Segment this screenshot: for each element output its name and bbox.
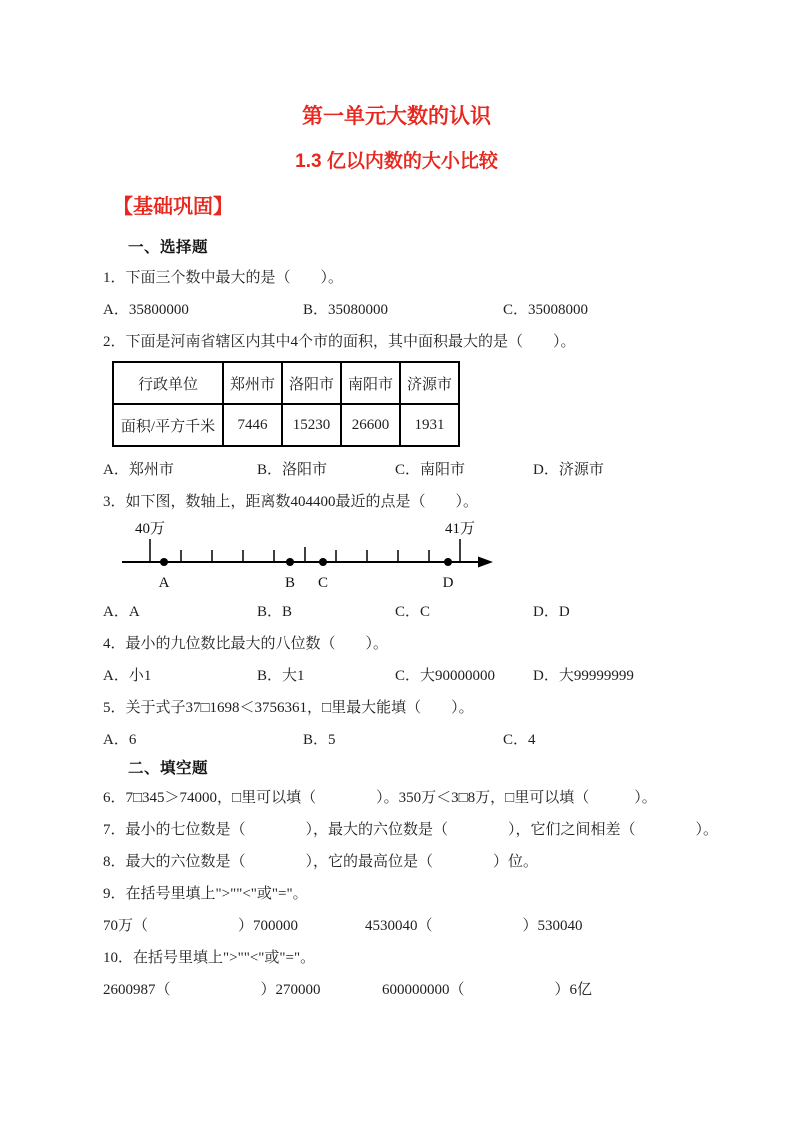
page-title: 第一单元大数的认识: [302, 105, 491, 128]
option-1-b: B．35080000: [303, 301, 389, 318]
option-3-b: B．B: [257, 603, 293, 620]
area-table-value-row: [113, 404, 459, 446]
option-4-b: B．大1: [257, 667, 305, 684]
table-header-cell: 行政单位: [113, 362, 223, 404]
table-header-cell: 郑州市: [223, 362, 282, 404]
question-3-text: 3．如下图，数轴上，距离数404400最近的点是（ ）。: [103, 493, 479, 510]
option-3-d: D．D: [533, 603, 570, 620]
question-8: [103, 844, 703, 876]
question-3-options: [103, 594, 703, 626]
label-410k: 41万: [444, 521, 476, 537]
question-8-text: 8．最大的六位数是（ ），它的最高位是（ ）位。: [103, 853, 539, 870]
question-1-options: [103, 292, 703, 324]
number-line-figure: [115, 516, 793, 594]
axis-arrow-icon: [478, 557, 493, 568]
question-4-options: [103, 658, 703, 690]
option-4-a: A．小1: [103, 667, 152, 684]
label-400k: 40万: [134, 521, 166, 537]
table-value-cell: 15230: [282, 404, 341, 446]
point-label-b: B: [284, 575, 296, 591]
compare-item: 2600987（ ）270000: [103, 981, 321, 998]
question-1-text: 1．下面三个数中最大的是（ ）。: [103, 269, 344, 286]
question-10-text: 10．在括号里填上">""<"或"="。: [103, 949, 316, 966]
question-6: [103, 780, 703, 812]
option-2-d: D．济源市: [533, 461, 604, 478]
option-2-a: A．郑州市: [103, 461, 174, 478]
point-dot-a: [160, 558, 168, 566]
point-label-d: D: [442, 575, 454, 591]
option-5-b: B．5: [303, 731, 336, 748]
question-9: [103, 876, 703, 908]
option-1-c: C．35008000: [503, 301, 589, 318]
table-value-cell: 7446: [223, 404, 282, 446]
question-2-options: [103, 452, 703, 484]
point-dot-b: [286, 558, 294, 566]
area-table-header-row: [113, 362, 459, 404]
table-value-cell: 26600: [341, 404, 400, 446]
point-dot-c: [319, 558, 327, 566]
option-3-a: A．A: [103, 603, 140, 620]
question-2-text: 2．下面是河南省辖区内其中4个市的面积，其中面积最大的是（ ）。: [103, 333, 576, 350]
question-2: [103, 324, 703, 356]
section-badge: 【基础巩固】: [113, 196, 233, 218]
question-7-text: 7．最小的七位数是（ ），最大的六位数是（ ），它们之间相差（ ）。: [103, 821, 719, 838]
question-9-items: [103, 908, 703, 940]
compare-item: 4530040（ ）530040: [365, 917, 583, 934]
question-7: [103, 812, 719, 844]
option-4-c: C．大90000000: [395, 667, 496, 684]
compare-item: 600000000（ ）6亿: [382, 981, 593, 998]
question-5: [103, 690, 703, 722]
option-5-c: C．4: [503, 731, 536, 748]
question-4: [103, 626, 703, 658]
option-3-c: C．C: [395, 603, 431, 620]
question-10-items: [103, 972, 703, 1004]
section-header-fill: 二、填空题: [128, 760, 209, 777]
question-4-text: 4．最小的九位数比最大的八位数（ ）。: [103, 635, 389, 652]
option-2-c: C．南阳市: [395, 461, 466, 478]
option-4-d: D．大99999999: [533, 667, 634, 684]
question-3: [103, 484, 703, 516]
number-line-svg: [115, 516, 535, 594]
compare-item: 70万（ ）700000: [103, 917, 299, 934]
table-header-cell: 南阳市: [341, 362, 400, 404]
point-label-a: A: [158, 575, 170, 591]
table-header-cell: 洛阳市: [282, 362, 341, 404]
option-1-a: A．35800000: [103, 301, 189, 318]
table-value-cell: 1931: [400, 404, 459, 446]
point-dot-d: [444, 558, 452, 566]
question-5-text: 5．关于式子37□1698＜3756361，□里最大能填（ ）。: [103, 699, 474, 716]
question-10: [103, 940, 703, 972]
page-subtitle: 1.3 亿以内数的大小比较: [295, 151, 498, 172]
question-6-text: 6．7□345＞74000，□里可以填（ ）。350万＜3□8万，□里可以填（ ）。: [103, 789, 657, 806]
question-1: [103, 260, 703, 292]
table-value-cell: 面积/平方千米: [113, 404, 223, 446]
table-header-cell: 济源市: [400, 362, 459, 404]
question-5-options: [103, 722, 703, 754]
option-2-b: B．洛阳市: [257, 461, 328, 478]
area-table: [112, 361, 460, 447]
option-5-a: A．6: [103, 731, 137, 748]
question-9-text: 9．在括号里填上">""<"或"="。: [103, 885, 308, 902]
section-header-choice: 一、选择题: [128, 239, 209, 256]
point-label-c: C: [317, 575, 329, 591]
